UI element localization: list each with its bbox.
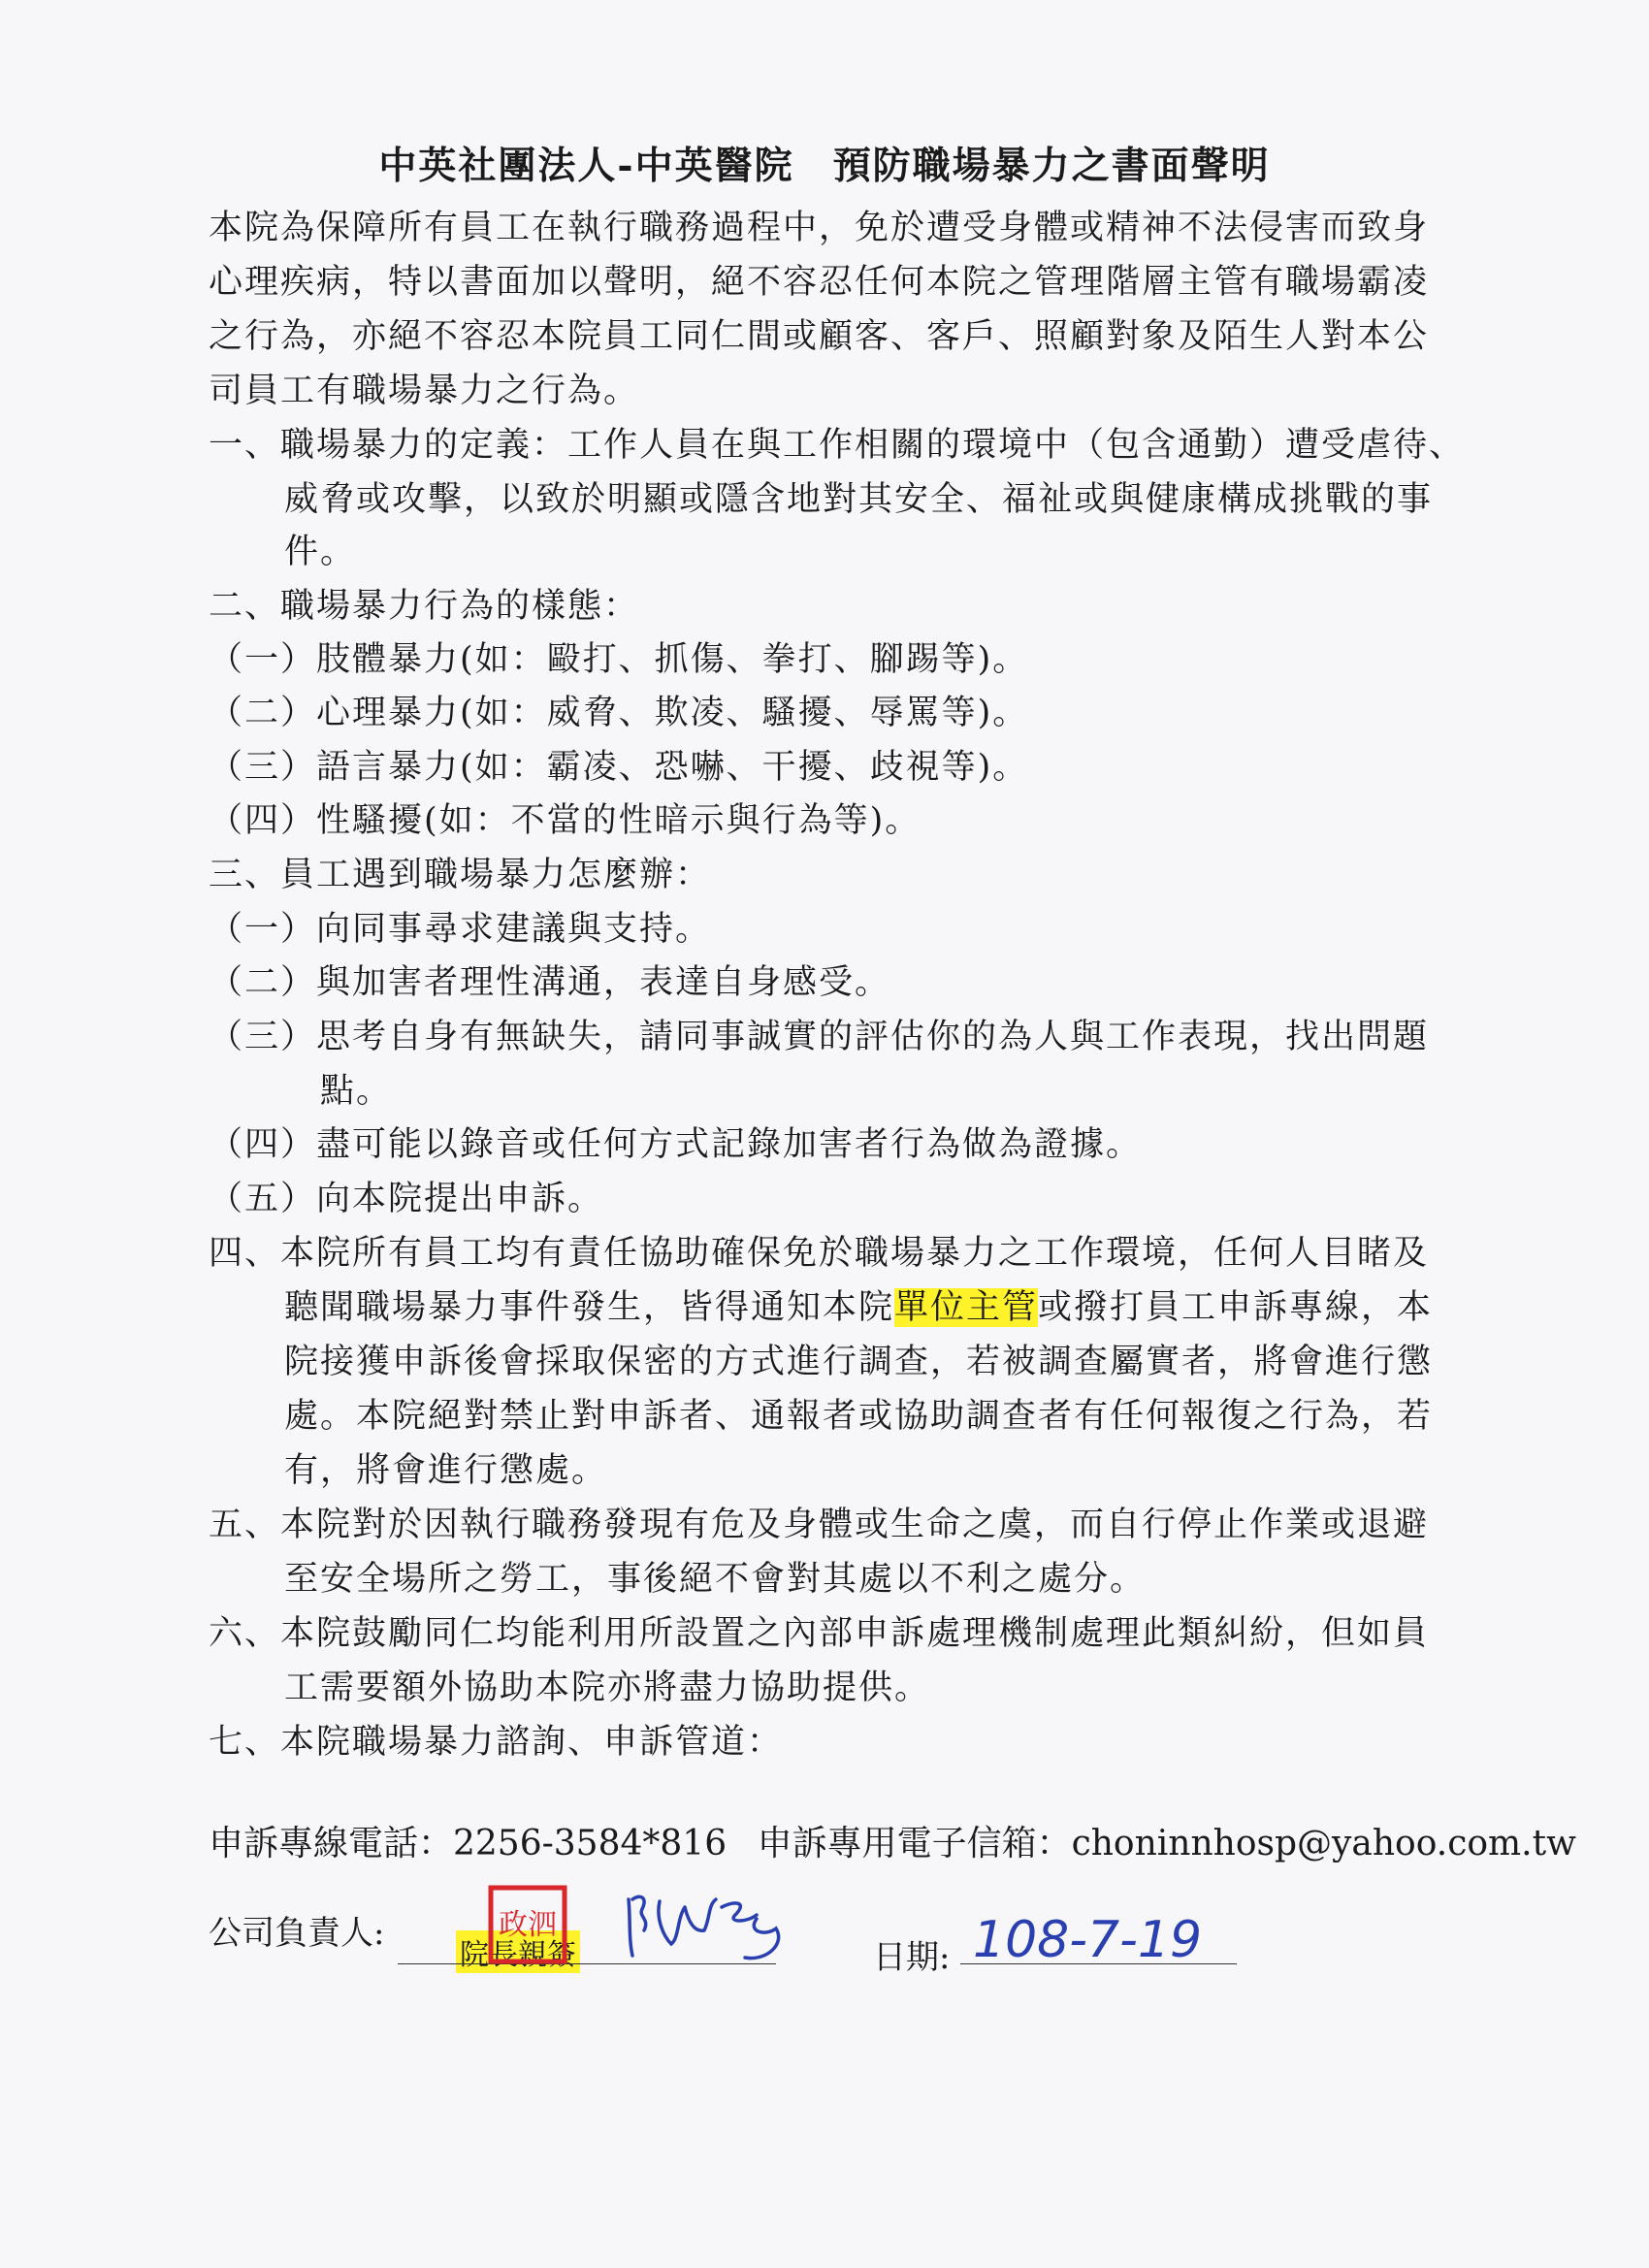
responsible-person-label: 公司負責人: bbox=[209, 1914, 385, 1953]
date-label: 日期: bbox=[873, 1938, 951, 1977]
signer-box: 院長親簽 bbox=[456, 1930, 580, 1973]
s2-heading: 二、職場暴力行為的樣態： bbox=[209, 587, 640, 626]
intro-line-2: 心理疾病，特以書面加以聲明，絕不容忍任何本院之管理階層主管有職場霸凌 bbox=[209, 263, 1430, 302]
seal-text: 政泗 bbox=[499, 1908, 557, 1942]
s6-line-2: 工需要額外協助本院亦將盡力協助提供。 bbox=[284, 1669, 931, 1707]
s2-item-1: （一）肢體暴力(如：毆打、抓傷、拳打、腳踢等)。 bbox=[209, 640, 1029, 679]
s4-line-3: 院接獲申訴後會採取保密的方式進行調查，若被調查屬實者，將會進行懲 bbox=[284, 1343, 1434, 1381]
s5-line-2: 至安全場所之勞工，事後絕不會對其處以不利之處分。 bbox=[284, 1560, 1147, 1599]
s1-line-1: 一、職場暴力的定義：工作人員在與工作相關的環境中（包含通勤）遭受虐待、 bbox=[209, 426, 1466, 465]
handwritten-date bbox=[965, 1906, 1246, 1974]
s4-line-4: 處。本院絕對禁止對申訴者、通報者或協助調查者有任何報復之行為，若 bbox=[284, 1397, 1434, 1436]
complaint-email: 申訴專用電子信箱：choninnhosp@yahoo.com.tw bbox=[757, 1824, 1576, 1863]
intro-line-4: 司員工有職場暴力之行為。 bbox=[209, 372, 640, 410]
highlighted-unit-supervisor: 單位主管 bbox=[894, 1288, 1039, 1327]
s4-line-5: 有，將會進行懲處。 bbox=[284, 1451, 608, 1490]
complaint-phone: 申訴專線電話：2256-3584*816 bbox=[209, 1824, 728, 1863]
s3-item-2: （二）與加害者理性溝通，表達自身感受。 bbox=[209, 963, 891, 1002]
s1-line-2: 威脅或攻擊，以致於明顯或隱含地對其安全、福祉或與健康構成挑戰的事 bbox=[284, 480, 1434, 519]
s3-item-1: （一）向同事尋求建議與支持。 bbox=[209, 910, 712, 949]
s2-item-4: （四）性騷擾(如：不當的性暗示與行為等)。 bbox=[209, 801, 922, 840]
title-org: 中英社團法人-中英醫院 bbox=[378, 144, 794, 188]
s3-item-5: （五）向本院提出申訴。 bbox=[209, 1180, 604, 1218]
s3-item-3: （三）思考自身有無缺失，請同事誠實的評估你的為人與工作表現，找出問題 bbox=[209, 1018, 1430, 1056]
handwritten-signature bbox=[621, 1880, 854, 1972]
s3-item-3-cont: 點。 bbox=[320, 1072, 393, 1111]
red-seal-stamp bbox=[487, 1884, 568, 1965]
s5-line-1: 五、本院對於因執行職務發現有危及身體或生命之虞，而自行停止作業或退避 bbox=[209, 1506, 1430, 1544]
intro-line-3: 之行為，亦絕不容忍本院員工同仁間或顧客、客戶、照顧對象及陌生人對本公 bbox=[209, 317, 1430, 356]
s4-line-1: 四、本院所有員工均有責任協助確保免於職場暴力之工作環境，任何人目睹及 bbox=[209, 1234, 1430, 1273]
date-value: 108-7-19 bbox=[973, 1911, 1203, 1969]
s2-item-2: （二）心理暴力(如：威脅、欺凌、騷擾、辱罵等)。 bbox=[209, 694, 1029, 732]
title-doc: 預防職場暴力之書面聲明 bbox=[832, 144, 1271, 188]
contact-line bbox=[209, 1816, 1596, 1865]
s3-item-4: （四）盡可能以錄音或任何方式記錄加害者行為做為證據。 bbox=[209, 1125, 1143, 1164]
s3-heading: 三、員工遇到職場暴力怎麼辦： bbox=[209, 856, 712, 894]
s2-item-3: （三）語言暴力(如：霸凌、恐嚇、干擾、歧視等)。 bbox=[209, 748, 1029, 787]
s4-line-2-a: 聽聞職場暴力事件發生，皆得通知本院 bbox=[284, 1288, 895, 1327]
s4-line-2-b: 或撥打員工申訴專線，本 bbox=[1038, 1288, 1434, 1327]
page-title bbox=[0, 136, 1649, 190]
s6-line-1: 六、本院鼓勵同仁均能利用所設置之內部申訴處理機制處理此類糾紛，但如員 bbox=[209, 1614, 1430, 1653]
s7-heading: 七、本院職場暴力諮詢、申訴管道： bbox=[209, 1723, 784, 1762]
s1-line-3: 件。 bbox=[284, 533, 357, 571]
s4-line-2 bbox=[284, 1280, 1433, 1329]
intro-line-1: 本院為保障所有員工在執行職務過程中，免於遭受身體或精神不法侵害而致身 bbox=[209, 209, 1430, 247]
